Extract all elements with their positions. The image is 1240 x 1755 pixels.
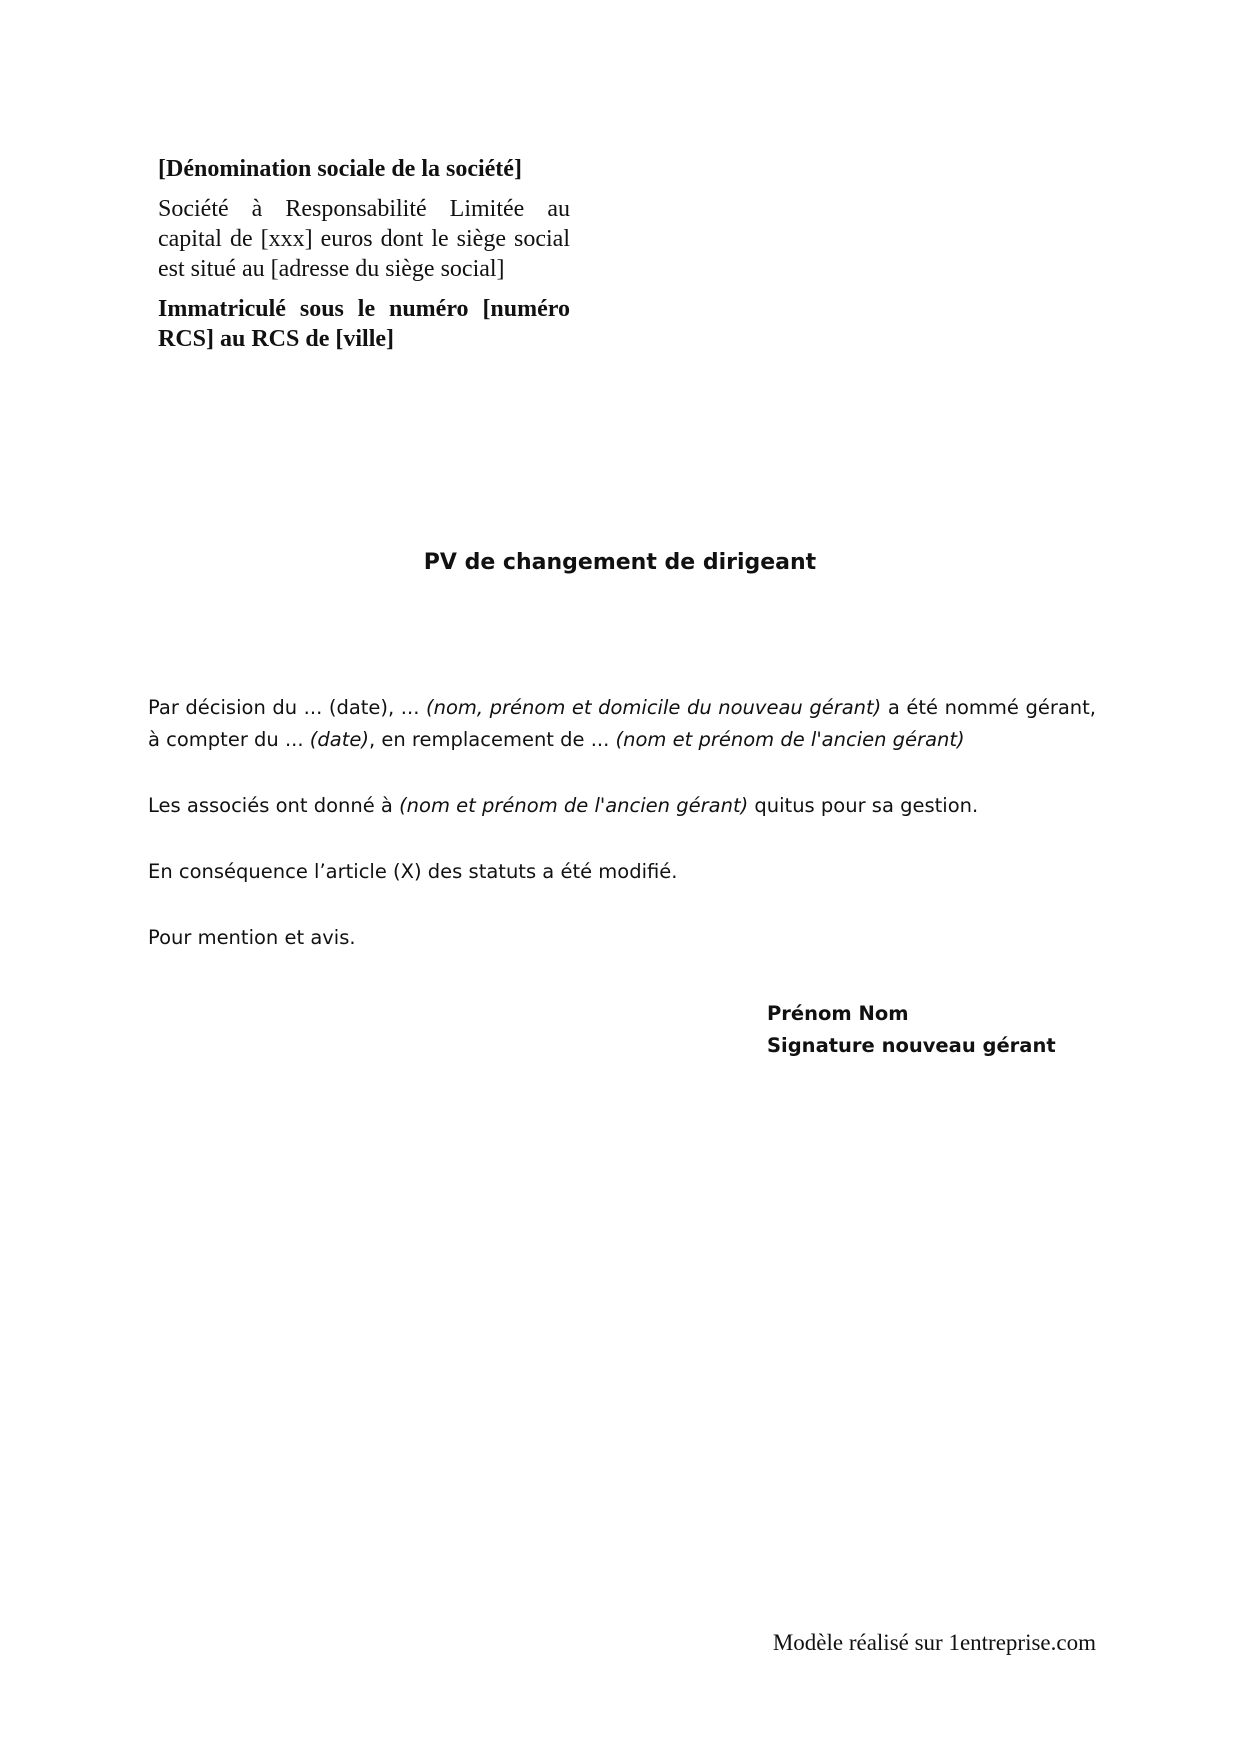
paragraph-appointment [148,692,1096,756]
paragraph-discharge [148,790,1096,822]
text-segment: Les associés ont donné à [148,794,400,817]
footer-note: Modèle réalisé sur 1entreprise.com [772,1630,1096,1655]
text-segment: , en remplacement de ... [368,728,616,751]
placeholder-date: (date) [309,728,369,751]
text-segment: a été nommé gérant, à compter du ... [148,696,1096,751]
signature-block [767,998,1056,1062]
company-header [158,154,570,354]
company-name: [Dénomination sociale de la société] [158,156,522,182]
company-registration: Immatriculé sous le numéro [numéro RCS] au RCS de [ville] [158,296,570,352]
paragraph-closing: Pour mention et avis. [148,926,356,949]
paragraph-statutes: En conséquence l’article (X) des statuts a été modifié. [148,860,678,883]
placeholder-former-manager: (nom et prénom de l'ancien gérant) [399,794,749,817]
signature-name: Prénom Nom [767,1002,909,1025]
text-segment: Par décision du ... (date), ... [148,696,426,719]
placeholder-new-manager: (nom, prénom et domicile du nouveau gérant) [425,696,882,719]
signature-label: Signature nouveau gérant [767,1034,1056,1057]
company-description: Société à Responsabilité Limitée au capital de [xxx] euros dont le siège social est situé au [adresse du siège social] [158,196,570,282]
document-body [148,692,1096,988]
document-title: PV de changement de dirigeant [423,550,817,575]
placeholder-former-manager: (nom et prénom de l'ancien gérant) [615,728,965,751]
text-segment: quitus pour sa gestion. [748,794,979,817]
